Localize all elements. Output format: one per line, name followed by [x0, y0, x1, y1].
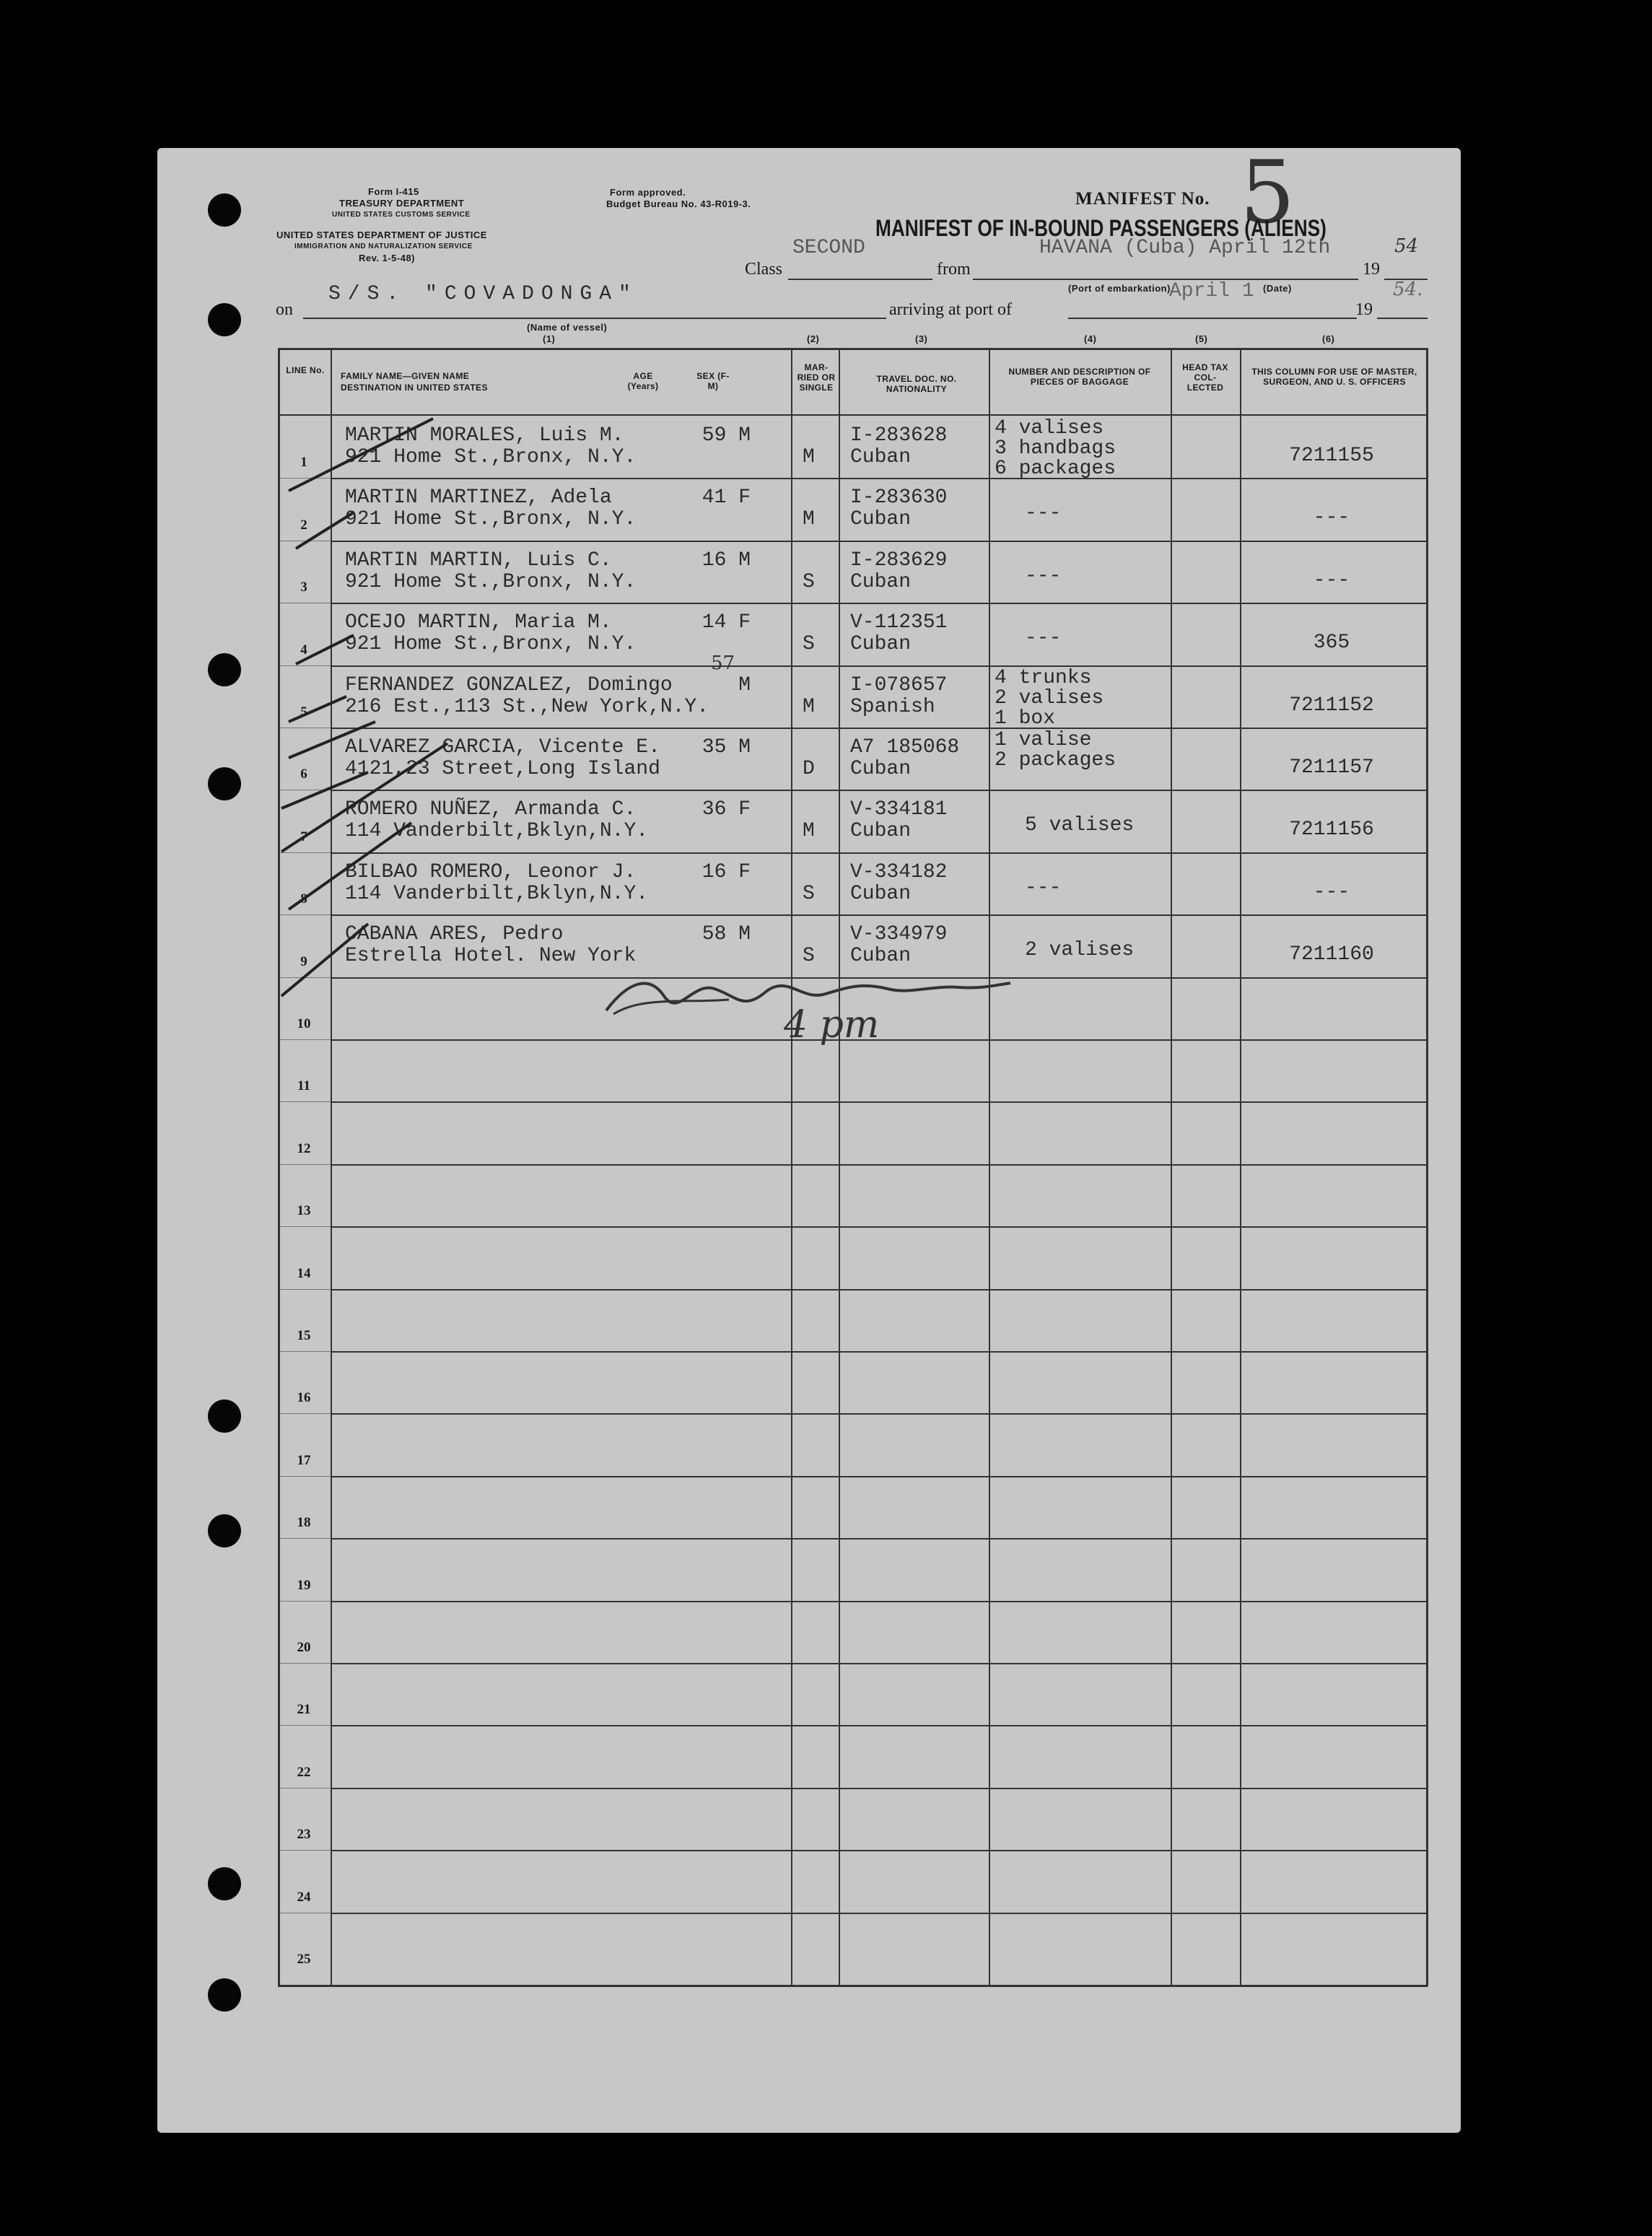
row-number: 16 [297, 1390, 311, 1405]
header-head-tax: HEAD TAX COL- LECTED [1182, 362, 1228, 393]
passenger-destination: 114 Vanderbilt,Bklyn,N.Y. [345, 883, 649, 905]
row-divider [332, 665, 1426, 667]
row-number: 11 [297, 1078, 310, 1093]
col-num-1: (1) [543, 333, 556, 344]
row-divider-number [280, 1413, 331, 1414]
row-divider-number [280, 1601, 331, 1602]
manifest-number: 5 [1240, 143, 1295, 243]
row-divider-number [280, 1725, 331, 1726]
row-divider [332, 603, 1426, 604]
row-number: 12 [297, 1141, 311, 1156]
class-value: SECOND [792, 237, 865, 259]
passenger-travel-doc: V-334182 [850, 861, 948, 883]
row-divider [332, 1538, 1426, 1540]
row-divider-number [280, 1788, 331, 1789]
year-label-2: 19 [1355, 300, 1373, 319]
header-baggage: NUMBER AND DESCRIPTION OF PIECES OF BAGGAGE [1008, 367, 1151, 387]
passenger-travel-doc: A7 185068 [850, 736, 960, 759]
manifest-no-label: MANIFEST No. [1075, 189, 1210, 209]
treasury-label: TREASURY DEPARTMENT [339, 198, 465, 209]
vessel-name: S/S. "COVADONGA" [328, 283, 638, 305]
row-divider-number [280, 1538, 331, 1539]
vessel-caption: (Name of vessel) [527, 322, 608, 333]
passenger-marital-status: M [803, 820, 815, 842]
passenger-travel-doc: I-283628 [850, 424, 948, 447]
passenger-marital-status: S [803, 571, 815, 593]
port-caption: (Port of embarkation) [1068, 283, 1171, 294]
row-number: 9 [300, 954, 307, 969]
passenger-age-sex: 16 M [702, 549, 751, 572]
passenger-marital-status: M [803, 446, 815, 468]
header-sex: SEX (F-M) [696, 371, 730, 391]
header-travel: TRAVEL DOC. NO. NATIONALITY [876, 374, 957, 394]
row-divider-number [280, 1663, 331, 1664]
arriving-label: arriving at port of [889, 300, 1012, 319]
row-divider [332, 541, 1426, 542]
binder-hole [208, 1514, 241, 1547]
passenger-travel-doc: I-283629 [850, 549, 948, 572]
row-divider-number [280, 1164, 331, 1165]
col-num-2: (2) [807, 333, 820, 344]
year-value: 54 [1394, 235, 1419, 257]
checkmarks [267, 404, 469, 1018]
row-number: 5 [300, 704, 307, 720]
passenger-age-sex: 58 M [702, 923, 751, 946]
passenger-baggage: 1 box [995, 707, 1056, 730]
row-number: 8 [300, 891, 307, 907]
row-divider [332, 1850, 1426, 1851]
row-number: 25 [297, 1952, 311, 1967]
ins-label: IMMIGRATION AND NATURALIZATION SERVICE [294, 243, 473, 250]
passenger-baggage: --- [1025, 627, 1062, 650]
row-number: 18 [297, 1515, 311, 1530]
passenger-officer-note: --- [1313, 507, 1350, 529]
row-divider-number [280, 1289, 331, 1290]
passenger-baggage: 5 valises [1025, 814, 1135, 837]
passenger-nationality: Cuban [850, 820, 912, 842]
passenger-age-sex: M [738, 674, 751, 696]
passenger-officer-note: 7211157 [1289, 756, 1374, 779]
table-top-border [278, 348, 1428, 350]
approved-label: Form approved. [610, 187, 686, 198]
col-num-3: (3) [915, 333, 928, 344]
row-divider-number [280, 1351, 331, 1352]
row-divider [332, 1101, 1426, 1103]
from-underline [973, 279, 1358, 280]
passenger-baggage: 6 packages [995, 458, 1116, 480]
row-number: 1 [300, 455, 307, 470]
inspector-signature [599, 967, 1018, 1025]
passenger-officer-note: --- [1313, 569, 1350, 592]
binder-hole [208, 193, 241, 227]
passenger-baggage: --- [1025, 565, 1062, 588]
from-value: HAVANA (Cuba) April 12th [1039, 237, 1331, 259]
row-divider [332, 1289, 1426, 1290]
row-number: 15 [297, 1328, 311, 1343]
row-number: 17 [297, 1453, 311, 1468]
passenger-officer-note: 7211155 [1289, 445, 1374, 467]
table-right-border [1426, 348, 1428, 1986]
passenger-age-sex: 41 F [702, 486, 751, 509]
passenger-nationality: Cuban [850, 571, 912, 593]
passenger-destination: 921 Home St.,Bronx, N.Y. [345, 571, 637, 593]
passenger-baggage: 2 valises [995, 687, 1104, 709]
passenger-baggage: 1 valise [995, 729, 1092, 751]
passenger-officer-note: 7211160 [1289, 943, 1374, 966]
row-number: 6 [300, 767, 307, 782]
passenger-nationality: Cuban [850, 633, 912, 655]
row-divider [332, 1725, 1426, 1726]
customs-label: UNITED STATES CUSTOMS SERVICE [332, 211, 471, 219]
row-divider [332, 478, 1426, 479]
time-note: 4 pm [784, 1003, 880, 1047]
row-number: 7 [300, 829, 307, 844]
binder-hole [208, 1978, 241, 2012]
col-sep-married [839, 348, 840, 1986]
passenger-baggage: 3 handbags [995, 437, 1116, 460]
form-number: Form I-415 [368, 186, 419, 197]
passenger-travel-doc: V-334181 [850, 798, 948, 821]
passenger-name: FERNANDEZ GONZALEZ, Domingo [345, 674, 673, 696]
row-divider [332, 1413, 1426, 1415]
row-number: 22 [297, 1765, 311, 1780]
passenger-travel-doc: V-334979 [850, 923, 948, 946]
year-value-2: 54. [1393, 279, 1423, 300]
passenger-baggage: --- [1025, 877, 1062, 899]
passenger-baggage: 2 valises [1025, 939, 1135, 961]
row-divider [332, 914, 1426, 916]
passenger-nationality: Cuban [850, 883, 912, 905]
passenger-marital-status: M [803, 508, 815, 530]
col-num-5: (5) [1195, 333, 1208, 344]
passenger-baggage: --- [1025, 502, 1062, 525]
passenger-destination: 4121,23 Street,Long Island [345, 758, 660, 780]
row-number: 20 [297, 1640, 311, 1655]
header-age: AGE (Years) [627, 371, 659, 391]
row-divider-number [280, 1476, 331, 1477]
row-number: 3 [300, 580, 307, 595]
class-label: Class [745, 260, 783, 279]
passenger-age-sex: 14 F [702, 611, 751, 634]
binder-hole [208, 1867, 241, 1900]
row-divider [332, 1351, 1426, 1353]
header-line-no: LINE No. [286, 365, 325, 375]
passenger-age-sex: 16 F [702, 861, 751, 883]
justice-label: UNITED STATES DEPARTMENT OF JUSTICE [276, 230, 487, 240]
col-sep-travel [989, 348, 990, 1986]
row-divider [332, 1476, 1426, 1477]
passenger-baggage: 4 trunks [995, 667, 1092, 689]
passenger-marital-status: D [803, 758, 815, 780]
passenger-name: MARTIN MORALES, Luis M. [345, 424, 624, 447]
row-divider [332, 852, 1426, 854]
row-divider [332, 790, 1426, 791]
passenger-marital-status: S [803, 883, 815, 905]
row-divider-number [280, 1226, 331, 1227]
col-sep-baggage [1171, 348, 1172, 1986]
row-divider-number [280, 1850, 331, 1851]
passenger-name: MARTIN MARTIN, Luis C. [345, 549, 612, 572]
binder-hole [208, 1399, 241, 1433]
from-label: from [937, 260, 971, 279]
passenger-age-sex: 36 F [702, 798, 751, 821]
passenger-age-sex: 59 M [702, 424, 751, 447]
passenger-officer-note: --- [1313, 881, 1350, 904]
passenger-name: ALVAREZ GARCIA, Vicente E. [345, 736, 660, 759]
header-married: MAR- RIED OR SINGLE [797, 362, 836, 393]
row-divider [332, 1788, 1426, 1789]
col-sep-headtax [1240, 348, 1241, 1986]
row-divider [332, 1913, 1426, 1914]
manifest-title: MANIFEST OF IN-BOUND PASSENGERS (ALIENS) [875, 215, 1327, 241]
binder-hole [208, 767, 241, 800]
passenger-officer-note: 7211156 [1289, 818, 1374, 841]
row-number: 4 [300, 642, 307, 658]
header-officers: THIS COLUMN FOR USE OF MASTER, SURGEON, AND U. S. OFFICERS [1251, 367, 1417, 387]
passenger-officer-note: 7211152 [1289, 694, 1374, 717]
passenger-nationality: Spanish [850, 696, 935, 718]
passenger-nationality: Cuban [850, 508, 912, 530]
passenger-nationality: Cuban [850, 945, 912, 967]
on-label: on [276, 300, 293, 319]
table-bottom-border [278, 1985, 1428, 1987]
arrival-date: April 1 [1169, 280, 1254, 302]
passenger-destination: 921 Home St.,Bronx, N.Y. [345, 508, 637, 530]
row-number: 23 [297, 1827, 311, 1842]
row-number: 19 [297, 1578, 311, 1593]
passenger-marital-status: M [803, 696, 815, 718]
passenger-travel-doc: I-283630 [850, 486, 948, 509]
passenger-age-sex: 35 M [702, 736, 751, 759]
row-number: 24 [297, 1890, 311, 1905]
row-divider-number [280, 1101, 331, 1102]
passenger-name: OCEJO MARTIN, Maria M. [345, 611, 612, 634]
passenger-destination: Estrella Hotel. New York [345, 945, 637, 967]
passenger-name: BILBAO ROMERO, Leonor J. [345, 861, 637, 883]
row-divider [332, 1663, 1426, 1664]
age-correction: 57 [711, 652, 735, 674]
row-divider-number [280, 1039, 331, 1040]
passenger-nationality: Cuban [850, 446, 912, 468]
row-divider [332, 728, 1426, 729]
row-number: 21 [297, 1702, 311, 1717]
year-underline-2 [1377, 318, 1428, 319]
passenger-baggage: 2 packages [995, 749, 1116, 772]
passenger-officer-note: 365 [1313, 632, 1350, 654]
passenger-name: ROMERO NUÑEZ, Armanda C. [345, 798, 637, 821]
passenger-name: CABANA ARES, Pedro [345, 923, 564, 946]
passenger-nationality: Cuban [850, 758, 912, 780]
row-number: 14 [297, 1266, 311, 1281]
binder-hole [208, 653, 241, 686]
col-sep-name [791, 348, 792, 1986]
class-underline [788, 279, 932, 280]
passenger-marital-status: S [803, 633, 815, 655]
budget-label: Budget Bureau No. 43-R019-3. [606, 198, 751, 209]
row-number: 10 [297, 1016, 311, 1031]
passenger-destination: 921 Home St.,Bronx, N.Y. [345, 633, 637, 655]
port-underline [1068, 318, 1357, 319]
passenger-travel-doc: I-078657 [850, 674, 948, 696]
col-num-4: (4) [1084, 333, 1097, 344]
passenger-name: MARTIN MARTINEZ, Adela [345, 486, 612, 509]
passenger-baggage: 4 valises [995, 417, 1104, 440]
passenger-destination: 114 Vanderbilt,Bklyn,N.Y. [345, 820, 649, 842]
col-num-6: (6) [1322, 333, 1335, 344]
year-label: 19 [1363, 260, 1380, 279]
vessel-underline [303, 318, 886, 319]
header-destination: DESTINATION IN UNITED STATES [341, 383, 488, 393]
row-number: 13 [297, 1203, 311, 1218]
binder-hole [208, 303, 241, 336]
row-number: 2 [300, 517, 307, 533]
header-name: FAMILY NAME—GIVEN NAME [341, 371, 470, 381]
row-divider [332, 1601, 1426, 1602]
row-divider [332, 1226, 1426, 1228]
passenger-marital-status: S [803, 945, 815, 967]
passenger-destination: 216 Est.,113 St.,New York,N.Y. [345, 696, 709, 718]
passenger-travel-doc: V-112351 [850, 611, 948, 634]
date-caption: (Date) [1263, 283, 1292, 294]
row-divider [332, 1164, 1426, 1166]
revision-label: Rev. 1-5-48) [359, 253, 416, 263]
passenger-destination: 921 Home St.,Bronx, N.Y. [345, 446, 637, 468]
